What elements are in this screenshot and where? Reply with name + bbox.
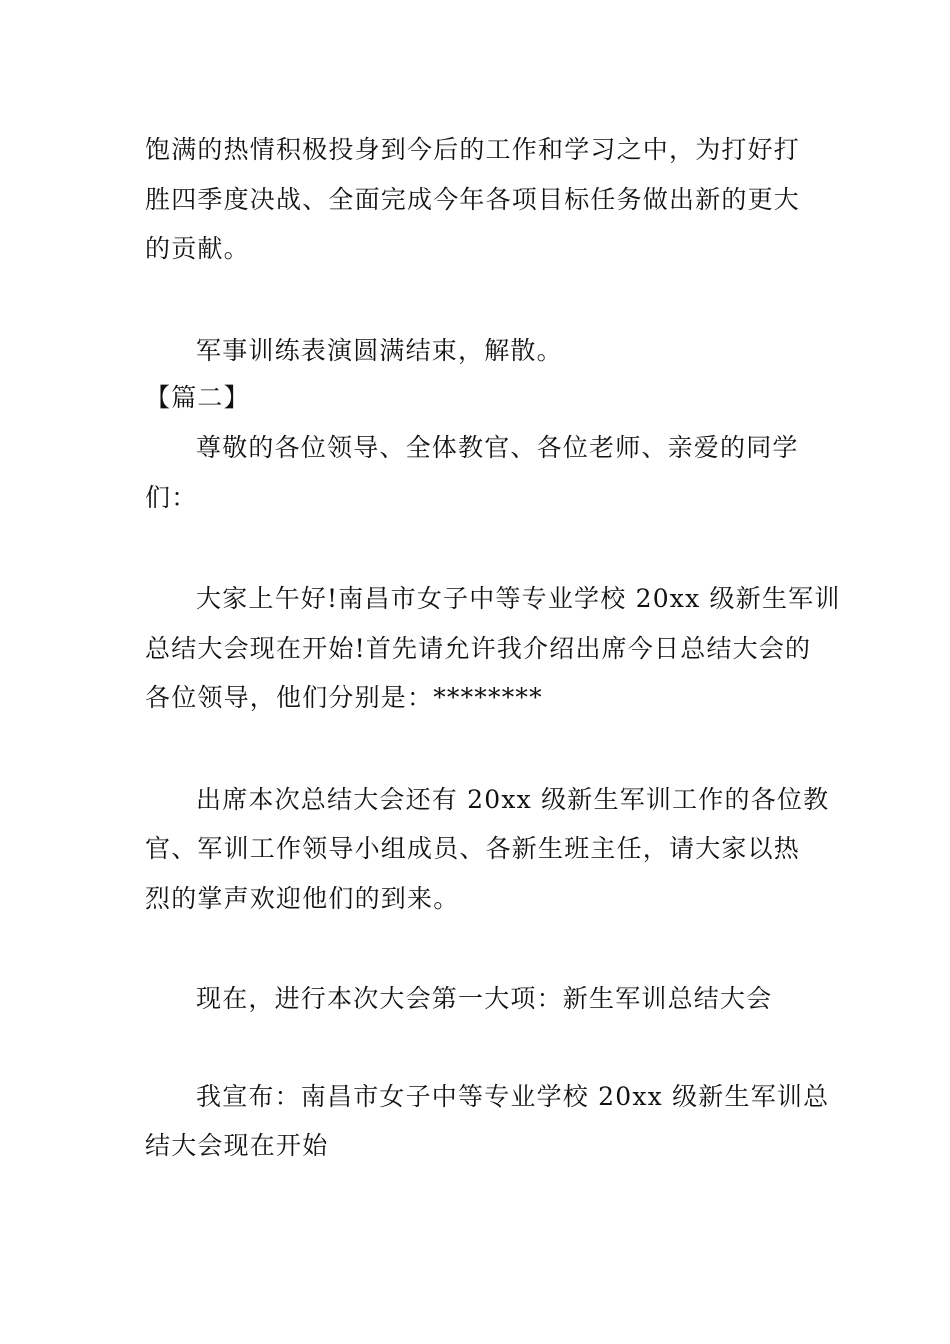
- paragraph-4-line-3: 各位领导，他们分别是：********: [145, 683, 543, 712]
- paragraph-5-line-3: 烈的掌声欢迎他们的到来。: [145, 884, 460, 913]
- paragraph-4-line-2: 总结大会现在开始!首先请允许我介绍出席今日总结大会的: [145, 634, 812, 663]
- paragraph-1-line-1: 饱满的热情积极投身到今后的工作和学习之中，为打好打: [145, 135, 801, 164]
- paragraph-3-line-1: 尊敬的各位领导、全体教官、各位老师、亲爱的同学: [196, 433, 799, 462]
- paragraph-5-line-2: 官、军训工作领导小组成员、各新生班主任，请大家以热: [145, 834, 801, 863]
- paragraph-5-line-1: 出席本次总结大会还有 20xx 级新生军训工作的各位教: [196, 785, 830, 814]
- section-heading: 【篇二】: [145, 383, 250, 412]
- paragraph-4-line-1: 大家上午好!南昌市女子中等专业学校 20xx 级新生军训: [196, 584, 841, 613]
- paragraph-2: 军事训练表演圆满结束，解散。: [196, 336, 563, 365]
- paragraph-1-line-2: 胜四季度决战、全面完成今年各项目标任务做出新的更大: [145, 185, 801, 214]
- paragraph-3-line-2: 们：: [145, 483, 198, 512]
- paragraph-1-line-3: 的贡献。: [145, 234, 250, 263]
- paragraph-6: 现在，进行本次大会第一大项：新生军训总结大会: [196, 984, 773, 1013]
- paragraph-7-line-1: 我宣布：南昌市女子中等专业学校 20xx 级新生军训总: [196, 1082, 830, 1111]
- paragraph-7-line-2: 结大会现在开始: [145, 1131, 329, 1160]
